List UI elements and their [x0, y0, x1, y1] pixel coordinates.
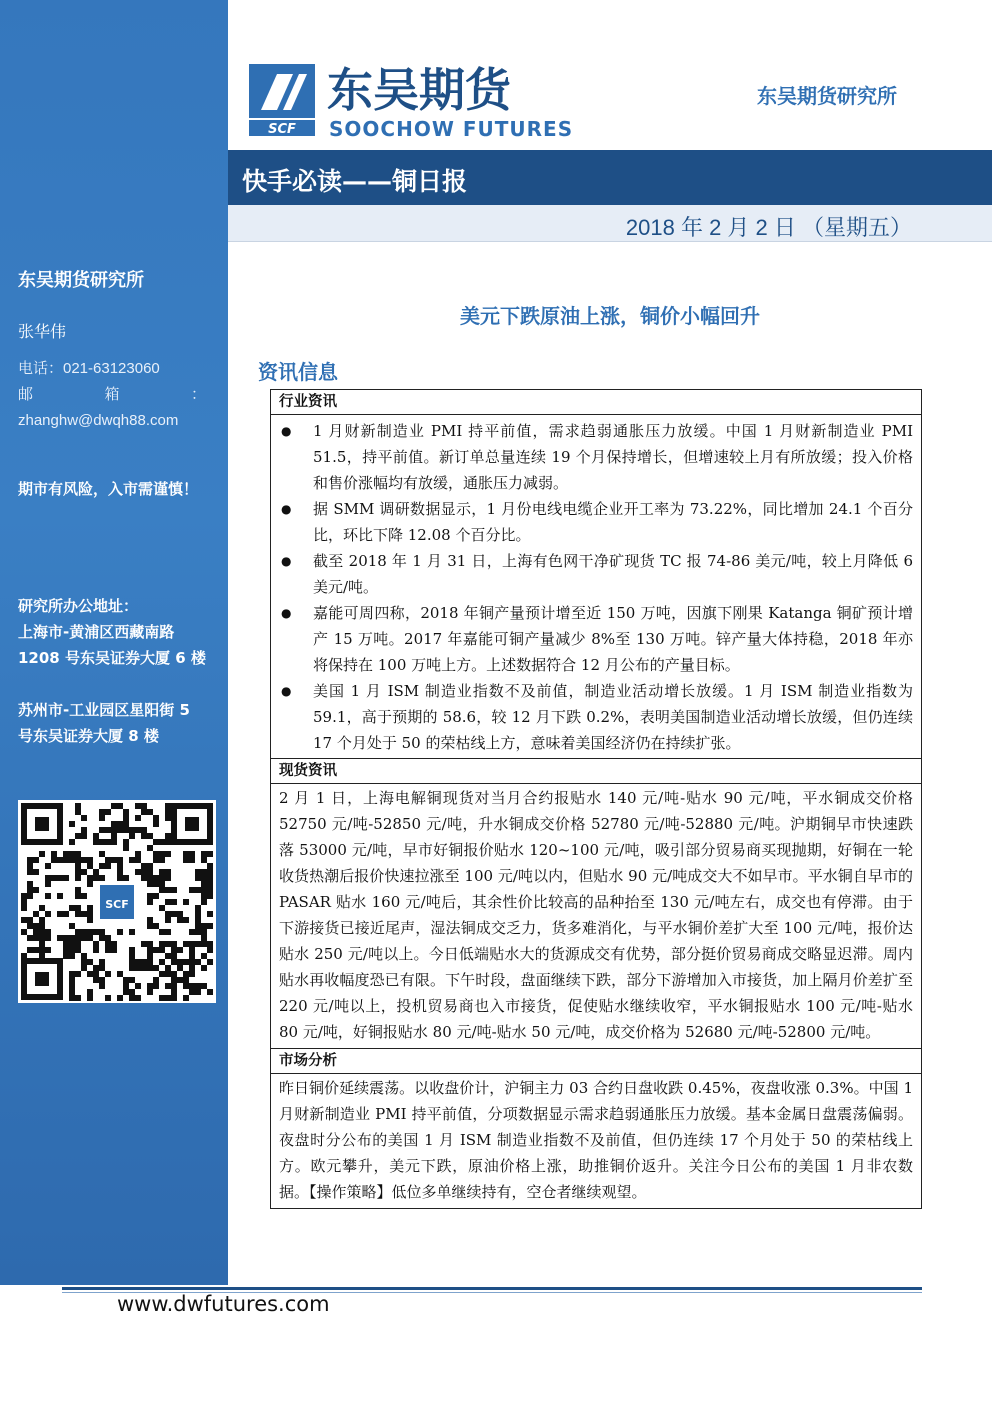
office-line: 苏州市-工业园区星阳街 5	[18, 701, 190, 719]
logo-cn-name: 东吴期货	[327, 63, 511, 117]
market-analysis-cell	[271, 1074, 922, 1209]
market-analysis-text: 昨日铜价延续震荡。以收盘价计，沪铜主力 03 合约日盘收跌 0.45%，夜盘收涨 0.3%。中国 1 月财新制造业 PMI 持平前值，分项数据显示需求趋弱通胀压力放缓。基本金属日盘震荡偏弱。夜盘时分公布的美国 1 月 ISM 制造业指数不及前值，但仍连续 17 个月处于 50 的荣枯线上方。欧元攀升，美元下跌，原油价格上涨，助推铜价返升。关注今日公布的美国 1 月非农数据。【操作策略】低位多单继续持有，空仓者继续观望。	[279, 1079, 913, 1201]
news-text: 据 SMM 调研数据显示，1 月份电线电缆企业开工率为 73.22%，同比增加 24.1 个百分比，环比下降 12.08 个百分比。	[313, 500, 913, 544]
email-label-char: ：	[190, 386, 206, 403]
list-item	[279, 548, 913, 600]
spot-news-cell	[271, 784, 922, 1049]
report-date: 2018 年 2 月 2 日 （星期五）	[625, 215, 912, 240]
logo-mark-icon	[247, 60, 587, 142]
market-analysis-header: 市场分析	[271, 1049, 922, 1074]
news-text: 嘉能可周四称，2018 年铜产量预计增至近 150 万吨，因旗下刚果 Katanga 铜矿预计增产 15 万吨。2017 年嘉能可铜产量减少 8%至 130 万吨。锌产量大体持稳，2018 年亦将保持在 100 万吨上方。上述数据符合 12 月公布的产量目标。	[313, 604, 913, 674]
logo-en-name: SOOCHOW FUTURES	[329, 117, 574, 141]
office-line: 号东吴证券大厦 8 楼	[18, 727, 159, 745]
office-line: 上海市-黄浦区西藏南路	[18, 623, 175, 641]
author-name: 张华伟	[18, 322, 67, 341]
section-title: 资讯信息	[258, 360, 338, 384]
phone: 电话：021-63123060	[18, 360, 160, 377]
office-address	[18, 593, 223, 749]
news-text: 1 月财新制造业 PMI 持平前值，需求趋弱通胀压力放缓。中国 1 月财新制造业 PMI 51.5，持平前值。新订单总量连续 19 个月保持增长，但增速较上月有所放缓；投入价格和售价涨幅均有放缓，通胀压力减弱。	[313, 422, 913, 492]
bullet-icon: ●	[281, 502, 292, 516]
contact-info	[18, 356, 208, 434]
email-label-char: 箱	[104, 386, 120, 403]
report-title: 快手必读——铜日报	[242, 167, 468, 196]
industry-news-header: 行业资讯	[271, 390, 922, 415]
qr-code-icon	[18, 800, 216, 1003]
qr-code	[18, 800, 216, 1003]
bullet-icon: ●	[281, 606, 292, 620]
industry-news-cell	[271, 415, 922, 759]
spot-news-header: 现货资讯	[271, 759, 922, 784]
footer-rule	[62, 1287, 922, 1290]
office-line: 1208 号东吴证券大厦 6 楼	[18, 649, 206, 667]
title-bar	[228, 150, 992, 205]
logo-mark-text: SCF	[268, 122, 296, 137]
sidebar	[0, 0, 228, 1285]
industry-news-list	[271, 415, 921, 758]
email-label-char: 邮	[18, 386, 34, 403]
footer-url[interactable]: www.dwfutures.com	[117, 1292, 330, 1316]
list-item	[279, 678, 913, 756]
content-table	[270, 389, 922, 1209]
sidebar-institute: 东吴期货研究所	[18, 270, 144, 291]
email-label	[18, 382, 206, 408]
spot-news-text: 2 月 1 日，上海电解铜现货对当月合约报贴水 140 元/吨-贴水 90 元/吨，平水铜成交价格 52750 元/吨-52850 元/吨，升水铜成交价格 52780 元/吨-52880 元/吨。沪期铜早市快速跌落 53000 元/吨，早市好铜报价贴水 120~100 元/吨，吸引部分贸易商买现抛期，好铜在一轮收货热潮后报价快速拉涨至 100 元/吨以内，但贴水 90 元/吨成交大不如早市。平水铜自早市的 PASAR 贴水 160 元/吨后，其余性价比较高的品种抬至 130 元/吨左右，成交也有停滞。由于下游接货已接近尾声，湿法铜成交乏力，货多难消化，与平水铜价差扩大至 100 元/吨，报价达贴水 250 元/吨以上。今日低端贴水大的货源成交有优势，部分挺价贸易商成交略显迟滞。周内贴水再收幅度恐已有限。下午时段，盘面继续下跌，部分下游增加入市接货，加上隔月价差扩至 220 元/吨以上，投机贸易商也入市接货，促使贴水继续收窄，平水铜报贴水 100 元/吨-贴水 80 元/吨，好铜报贴水 80 元/吨-贴水 50 元/吨，成交价格为 52680 元/吨-52800 元/吨。	[279, 789, 913, 1041]
bullet-icon: ●	[281, 424, 292, 438]
email-address[interactable]: zhanghw@dwqh88.com	[18, 412, 179, 429]
office-line: 研究所办公地址：	[18, 597, 139, 615]
list-item	[279, 496, 913, 548]
bullet-icon: ●	[281, 554, 292, 568]
date-bar	[228, 205, 992, 242]
headline: 美元下跌原油上涨，铜价小幅回升	[460, 304, 760, 328]
bullet-icon: ●	[281, 684, 292, 698]
list-item	[279, 600, 913, 678]
risk-notice: 期市有风险，入市需谨慎！	[18, 480, 199, 498]
news-text: 美国 1 月 ISM 制造业指数不及前值，制造业活动增长放缓。1 月 ISM 制造业指数为 59.1，高于预期的 58.6，较 12 月下跌 0.2%，表明美国制造业活动增长放缓，但仍连续 17 个月处于 50 的荣枯线上方，意味着美国经济仍在持续扩张。	[313, 682, 913, 752]
header-institute: 东吴期货研究所	[757, 84, 897, 108]
news-text: 截至 2018 年 1 月 31 日，上海有色网干净矿现货 TC 报 74-86 美元/吨，较上月降低 6 美元/吨。	[313, 552, 913, 596]
company-logo	[247, 60, 587, 142]
qr-logo-label: SCF	[105, 898, 129, 911]
list-item	[279, 418, 913, 496]
